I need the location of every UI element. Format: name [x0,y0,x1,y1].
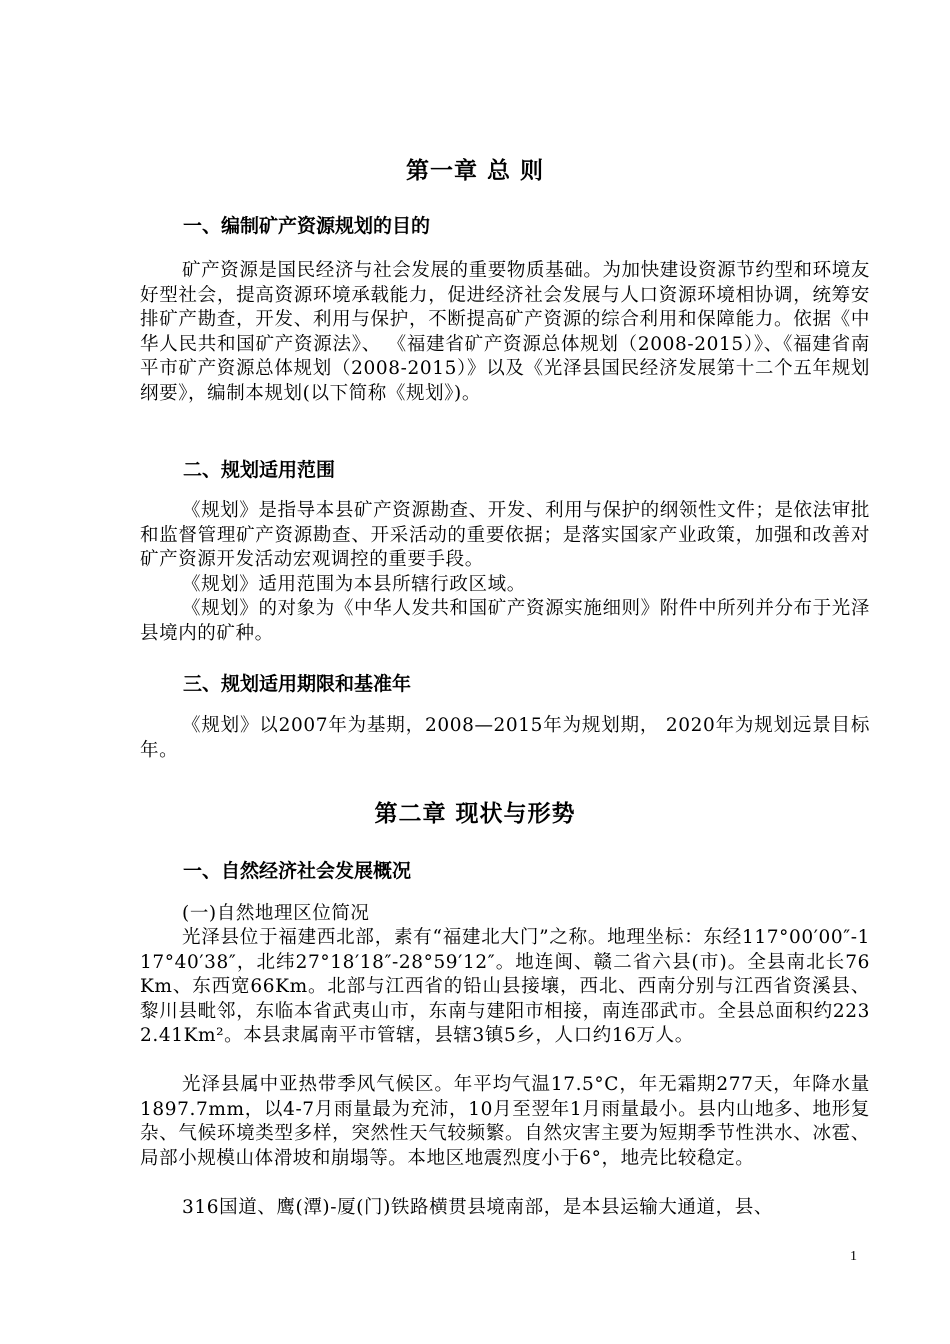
section-heading-overview: 一、自然经济社会发展概况 [183,860,412,882]
paragraph-period: 《规划》以2007年为基期，2008—2015年为规划期， 2020年为规划远景目标年。 [140,715,870,761]
section-heading-purpose: 一、编制矿产资源规划的目的 [183,215,431,237]
paragraph-climate: 光泽县属中亚热带季风气候区。年平均气温17.5°C，年无霜期277天，年降水量1897.7mm，以4-7月雨量最为充沛，10月至翌年1月雨量最小。县内山地多、地形复杂、气候环境类型多样，突然性天气较频繁。自然灾害主要为短期季节性洪水、冰雹、局部小规模山体滑坡和崩塌等。本地区地震烈度小于6°，地壳比较稳定。 [140,1074,870,1169]
paragraph-purpose: 矿产资源是国民经济与社会发展的重要物质基础。为加快建设资源节约型和环境友好型社会，提高资源环境承载能力，促进经济社会发展与人口资源环境相协调，统筹安排矿产勘查，开发、利用与保护，不断提高矿产资源的综合利用和保障能力。依据《中华人民共和国矿产资源法》、 《福建省矿产资源总体规划（2008-2015）》、《福建省南平市矿产资源总体规划（2008-2015）》以及《光泽县国民经济发展第十二个五年规划纲要》，编制本规划(以下简称《规划》)。 [140,260,870,404]
paragraph-scope-3: 《规划》的对象为《中华人发共和国矿产资源实施细则》附件中所列并分布于光泽县境内的矿种。 [140,598,870,644]
paragraph-scope-2: 《规划》适用范围为本县所辖行政区域。 [182,574,526,595]
paragraph-transport: 316国道、鹰(潭)-厦(门)铁路横贯县境南部，是本县运输大通道，县、 [182,1197,773,1218]
subheading-geography: (一)自然地理区位简况 [182,903,370,924]
paragraph-geography: 光泽县位于福建西北部，素有“福建北大门”之称。地理坐标：东经117°00′00″-117°40′38″，北纬27°18′18″-28°59′12″。地连闽、赣二省六县(市)。全县南北长76Km、东西宽66Km。北部与江西省的铅山县接壤，西北、西南分别与江西省资溪县、黎川县毗邻，东临本省武夷山市，东南与建阳市相接，南连邵武市。全县总面积约2232.41Km²。本县隶属南平市管辖，县辖3镇5乡，人口约16万人。 [140,927,870,1046]
section-heading-scope: 二、规划适用范围 [183,459,336,481]
paragraph-scope-1: 《规划》是指导本县矿产资源勘查、开发、利用与保护的纲领性文件；是依法审批和监督管理矿产资源勘查、开采活动的重要依据；是落实国家产业政策，加强和改善对矿产资源开发活动宏观调控的重要手段。 [140,500,870,570]
chapter-2-title: 第二章 现状与形势 [374,801,576,827]
chapter-1-title: 第一章 总 则 [405,158,544,184]
section-heading-period: 三、规划适用期限和基准年 [183,673,412,695]
page-number: 1 [850,1249,857,1264]
